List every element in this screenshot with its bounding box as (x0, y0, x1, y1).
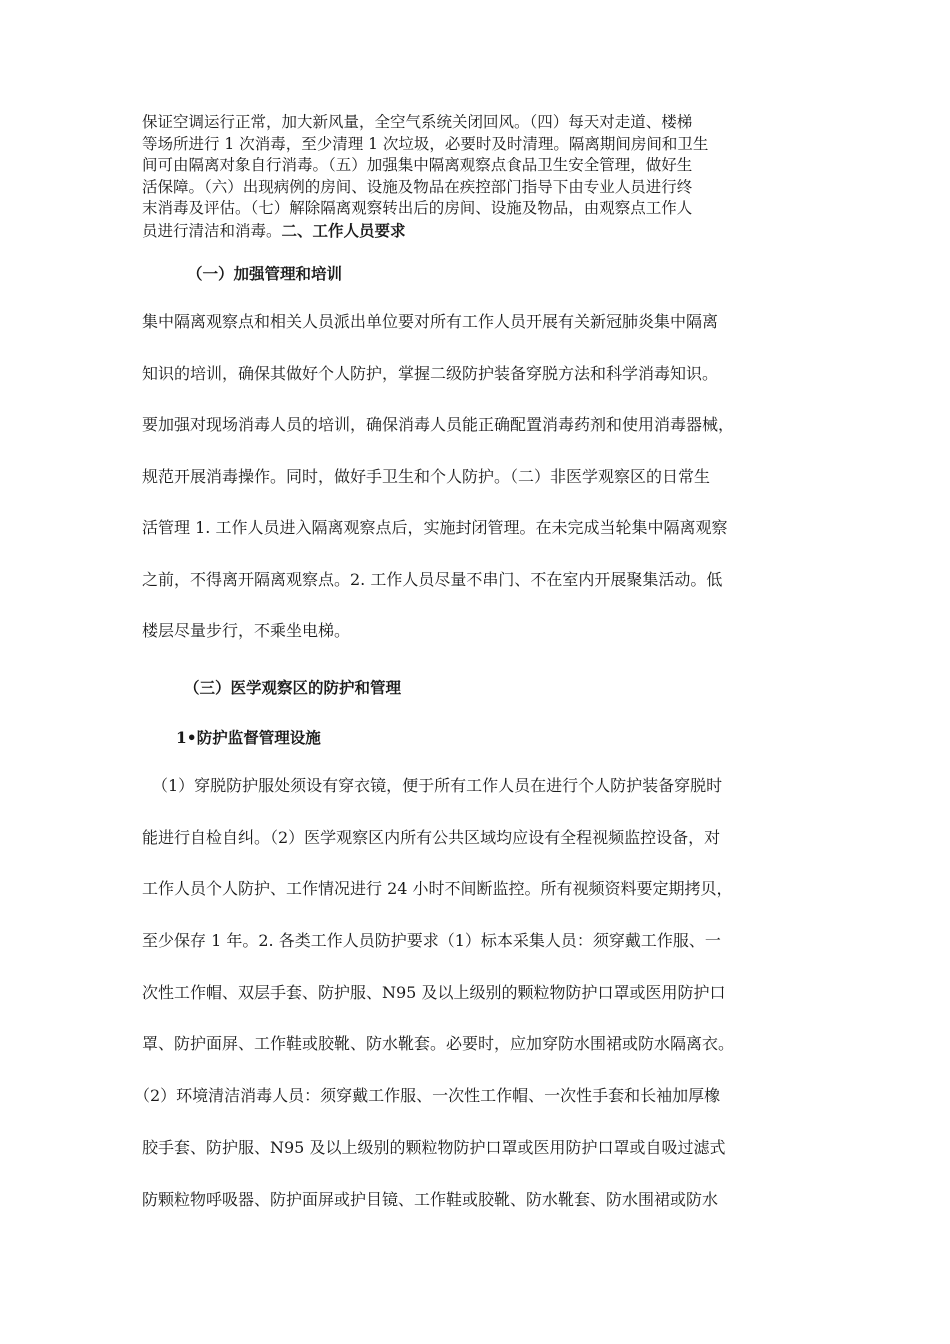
text-line: 等场所进行 1 次消毒，至少清理 1 次垃圾，必要时及时清理。隔离期间房间和卫生 (142, 134, 709, 153)
section-2-title: 二、工作人员要求 (281, 220, 406, 240)
text-line: 活保障。（六）出现病例的房间、设施及物品在疾控部门指导下由专业人员进行终 (142, 177, 693, 196)
text-line: 知识的培训，确保其做好个人防护，掌握二级防护装备穿脱方法和科学消毒知识。 (142, 363, 719, 383)
text-line: 间可由隔离对象自行消毒。（五）加强集中隔离观察点食品卫生安全管理，做好生 (142, 156, 693, 174)
text-line (142, 220, 807, 242)
paragraph-training (142, 312, 822, 673)
text-line: （1）穿脱防护服处须设有穿衣镜，便于所有工作人员在进行个人防护装备穿脱时 (152, 776, 723, 795)
text-line: 次性工作帽、双层手套、防护服、N95 及以上级别的颗粒物防护口罩或医用防护口 (142, 982, 726, 1002)
heading-management-training: （一）加强管理和培训 (187, 264, 343, 283)
heading-supervision-facilities: 1•防护监督管理设施 (176, 728, 321, 747)
paragraph-protection (134, 776, 822, 1241)
text-line: 要加强对现场消毒人员的培训，确保消毒人员能正确配置消毒药剂和使用消毒器械， (142, 415, 735, 434)
text-line: 能进行自检自纠。（2）医学观察区内所有公共区域均应设有全程视频监控设备，对 (142, 827, 721, 847)
text-line: 至少保存 1 年。2. 各类工作人员防护要求（1）标本采集人员：须穿戴工作服、一 (142, 931, 721, 951)
text-line: 保证空调运行正常，加大新风量，全空气系统关闭回风。（四）每天对走道、楼梯 (142, 113, 693, 131)
text-line: 胶手套、防护服、N95 及以上级别的颗粒物防护口罩或医用防护口罩或自吸过滤式 (142, 1137, 726, 1157)
text-line: 防颗粒物呼吸器、防护面屏或护目镜、工作鞋或胶靴、防水靴套、防水围裙或防水 (142, 1189, 719, 1209)
text-line: 楼层尽量步行，不乘坐电梯。 (142, 621, 351, 640)
intro-paragraph (142, 112, 807, 241)
text-line: 之前，不得离开隔离观察点。2. 工作人员尽量不串门、不在室内开展聚集活动。低 (142, 569, 723, 589)
text-line: 集中隔离观察点和相关人员派出单位要对所有工作人员开展有关新冠肺炎集中隔离 (142, 312, 719, 331)
heading-medical-observation: （三）医学观察区的防护和管理 (184, 678, 402, 697)
text-line: 罩、防护面屏、工作鞋或胶靴、防水靴套。必要时，应加穿防水围裙或防水隔离衣。 (142, 1034, 735, 1054)
text-line: 工作人员个人防护、工作情况进行 24 小时不间断监控。所有视频资料要定期拷贝， (142, 879, 733, 899)
text-line: （2）环境清洁消毒人员：须穿戴工作服、一次性工作帽、一次性手套和长袖加厚橡 (134, 1086, 721, 1106)
text-line-content: 员进行清洁和消毒。 (142, 221, 282, 240)
text-line: 活管理 1. 工作人员进入隔离观察点后，实施封闭管理。在未完成当轮集中隔离观察 (142, 518, 728, 537)
text-line: 末消毒及评估。（七）解除隔离观察转出后的房间、设施及物品，由观察点工作人 (142, 199, 693, 217)
text-line: 规范开展消毒操作。同时，做好手卫生和个人防护。（二）非医学观察区的日常生 (142, 466, 711, 486)
